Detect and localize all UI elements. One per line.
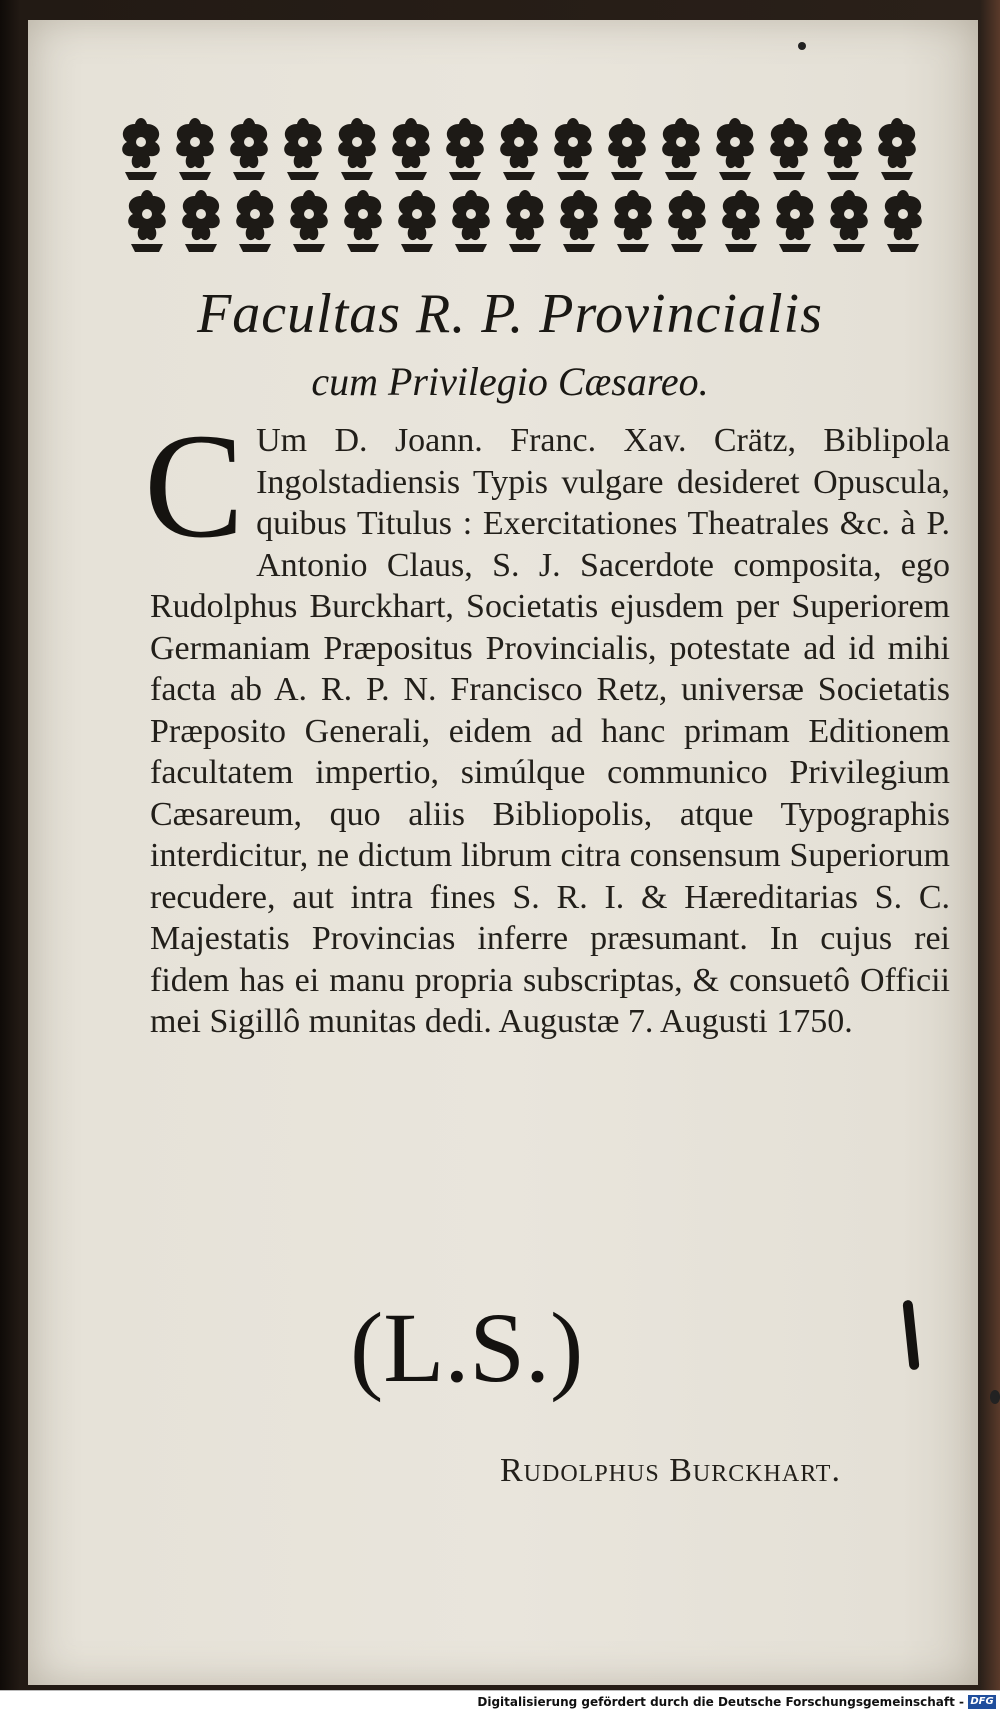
seal-mark: (L.S.) [350,1292,584,1403]
ornamental-border-icon [115,110,945,260]
ornament-glyph-icon [770,118,808,180]
signature: Rudolphus Burckhart. [500,1452,841,1489]
digitization-credit: Digitalisierung gefördert durch die Deutsche Forschungsgemeinschaft - [477,1695,964,1709]
ornament-glyph-icon [554,118,592,180]
ink-speck [798,42,806,50]
page-subtitle: cum Privilegio Cæsareo. [311,359,709,404]
ornament-glyph-icon [824,118,862,180]
ornament-glyph-icon [506,190,544,252]
ornament-glyph-icon [662,118,700,180]
footer-bar [0,1690,1000,1716]
ornament-glyph-icon [830,190,868,252]
ornament-glyph-icon [290,190,328,252]
ornament-glyph-icon [338,118,376,180]
ornament-glyph-icon [344,190,382,252]
ornament-glyph-icon [398,190,436,252]
ornament-glyph-icon [230,118,268,180]
ornament-glyph-icon [128,190,166,252]
ornament-glyph-icon [884,190,922,252]
ornament-glyph-icon [236,190,274,252]
ornament-glyph-icon [560,190,598,252]
ornament-glyph-icon [284,118,322,180]
ornament-glyph-icon [776,190,814,252]
body-text: Um D. Joann. Franc. Xav. Crätz, Biblipola Ingolstadiensis Typis vulgare desideret Opuscula, quibus Titulus : Exercitationes Theatrales &c. à P. Antonio Claus, S. J. Sacerdote composita, ego Rudolphus Burckhart, Societatis ejusdem per Superiorem Germaniam Præpositus Provincialis, potestate ad id mihi facta ab A. R. P. N. Francisco Retz, universæ Societatis Præposito Generali, eidem ad hanc primam Editionem facultatem impertio, simúlque communico Privilegium Cæsareum, quo aliis Bibliopolis, atque Typographis interdicitur, ne dictum librum citra consensum Superiorum recudere, aut intra fines S. R. I. & Hæreditarias S. C. Majestatis Provincias inferre præsumant. In cujus rei fidem has ei manu propria subscriptas, & consuetô Officii mei Sigillô munitas dedi. Augustæ 7. Augusti 1750. [150,422,950,1040]
ornament-glyph-icon [122,118,160,180]
ornament-glyph-icon [608,118,646,180]
ornament-glyph-icon [722,190,760,252]
ornament-glyph-icon [452,190,490,252]
ornament-glyph-icon [614,190,652,252]
ornament-glyph-icon [716,118,754,180]
ornament-glyph-icon [392,118,430,180]
drop-cap: C [144,403,245,569]
ornament-glyph-icon [878,118,916,180]
ornament-glyph-icon [500,118,538,180]
ornament-glyph-icon [182,190,220,252]
page-title: Facultas R. P. Provincialis [197,283,823,345]
body-paragraph [144,403,950,1043]
ink-speck [990,1390,1000,1404]
dfg-logo-icon: DFG [968,1695,996,1709]
ornament-glyph-icon [668,190,706,252]
ornament-glyph-icon [446,118,484,180]
ornament-glyph-icon [176,118,214,180]
